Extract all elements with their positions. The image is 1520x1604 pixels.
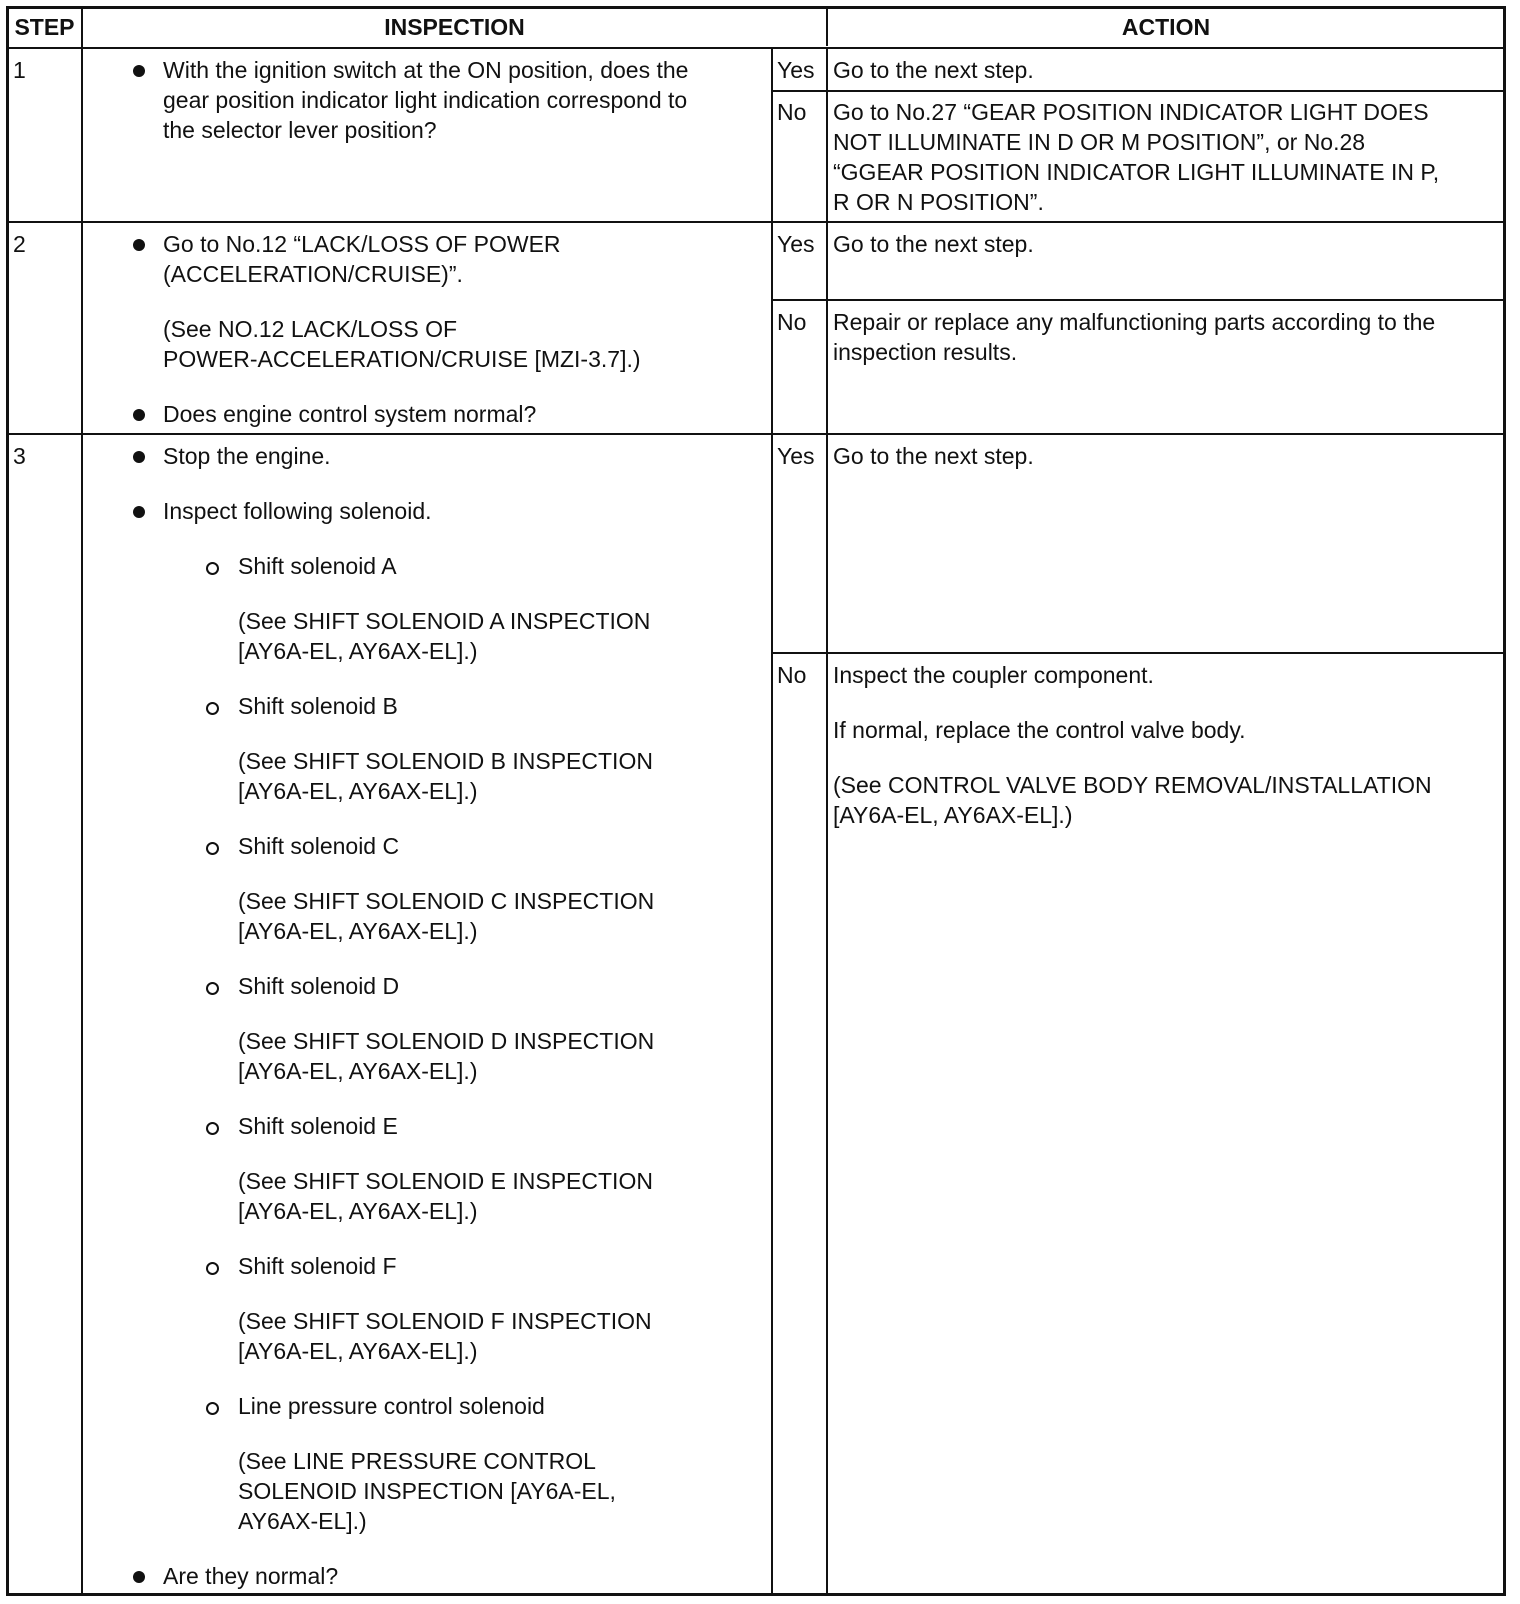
row-divider-step2 <box>8 433 1504 435</box>
solenoid-item-reference: [AY6A-EL, AY6AX-EL].) <box>238 778 478 804</box>
step-1-inspection-line: the selector lever position? <box>163 117 437 143</box>
step-2-inspection-line: (ACCELERATION/CRUISE)”. <box>163 261 463 287</box>
row-divider-step1-yes <box>771 90 1504 92</box>
step-1-yes-action: Go to the next step. <box>833 57 1034 83</box>
step-3-yes-label: Yes <box>777 443 815 469</box>
column-divider-step <box>81 8 83 1594</box>
column-divider-inspection <box>771 47 773 1594</box>
step-2-reference-line: POWER-ACCELERATION/CRUISE [MZI-3.7].) <box>163 346 641 372</box>
solenoid-item-reference: [AY6A-EL, AY6AX-EL].) <box>238 918 478 944</box>
step-3-number: 3 <box>13 443 26 469</box>
solenoid-item-reference: (See SHIFT SOLENOID D INSPECTION <box>238 1028 655 1054</box>
solenoid-item-reference: (See SHIFT SOLENOID C INSPECTION <box>238 888 655 914</box>
step-3-no-action-line: [AY6A-EL, AY6AX-EL].) <box>833 802 1073 828</box>
step-2-yes-action: Go to the next step. <box>833 231 1034 257</box>
solenoid-item-title: Shift solenoid F <box>238 1253 397 1279</box>
step-3-inspection-question: Are they normal? <box>163 1563 339 1589</box>
step-1-no-action-line: R OR N POSITION”. <box>833 189 1044 215</box>
header-action: ACTION <box>1121 14 1211 40</box>
step-2-yes-label: Yes <box>777 231 815 257</box>
sub-bullet-icon <box>206 1262 219 1275</box>
bullet-icon <box>133 65 145 77</box>
step-2-number: 2 <box>13 231 26 257</box>
step-1-no-action-line: NOT ILLUMINATE IN D OR M POSITION”, or No.28 <box>833 129 1366 155</box>
solenoid-item-title: Shift solenoid C <box>238 833 400 859</box>
bullet-icon <box>133 409 145 421</box>
step-1-number: 1 <box>13 57 26 83</box>
row-divider-step3-yes <box>771 652 1504 654</box>
step-2-inspection-line: Go to No.12 “LACK/LOSS OF POWER <box>163 231 561 257</box>
sub-bullet-icon <box>206 562 219 575</box>
step-3-no-label: No <box>777 662 807 688</box>
solenoid-item-reference: [AY6A-EL, AY6AX-EL].) <box>238 1058 478 1084</box>
bullet-icon <box>133 451 145 463</box>
step-3-inspection-line: Inspect following solenoid. <box>163 498 432 524</box>
solenoid-item-reference: (See SHIFT SOLENOID A INSPECTION <box>238 608 651 634</box>
solenoid-item-reference: (See LINE PRESSURE CONTROL <box>238 1448 596 1474</box>
solenoid-item-reference: [AY6A-EL, AY6AX-EL].) <box>238 638 478 664</box>
solenoid-item-reference: [AY6A-EL, AY6AX-EL].) <box>238 1338 478 1364</box>
step-2-no-label: No <box>777 309 807 335</box>
sub-bullet-icon <box>206 1122 219 1135</box>
solenoid-item-title: Shift solenoid A <box>238 553 397 579</box>
solenoid-item-reference: (See SHIFT SOLENOID E INSPECTION <box>238 1168 653 1194</box>
header-inspection: INSPECTION <box>384 14 525 40</box>
step-3-inspection-line: Stop the engine. <box>163 443 331 469</box>
solenoid-item-title: Shift solenoid B <box>238 693 398 719</box>
bullet-icon <box>133 506 145 518</box>
solenoid-item-title: Shift solenoid E <box>238 1113 398 1139</box>
step-1-inspection-line: With the ignition switch at the ON position, does the <box>163 57 689 83</box>
row-divider-step1 <box>8 221 1504 223</box>
solenoid-item-reference: (See SHIFT SOLENOID F INSPECTION <box>238 1308 652 1334</box>
bullet-icon <box>133 1571 145 1583</box>
solenoid-item-reference: (See SHIFT SOLENOID B INSPECTION <box>238 748 653 774</box>
header-step: STEP <box>14 14 75 40</box>
step-3-no-action-line: (See CONTROL VALVE BODY REMOVAL/INSTALLATION <box>833 772 1432 798</box>
sub-bullet-icon <box>206 702 219 715</box>
step-3-no-action-line: Inspect the coupler component. <box>833 662 1154 688</box>
step-2-inspection-question: Does engine control system normal? <box>163 401 537 427</box>
step-1-yes-label: Yes <box>777 57 815 83</box>
solenoid-item-reference: SOLENOID INSPECTION [AY6A-EL, <box>238 1478 616 1504</box>
solenoid-item-title: Shift solenoid D <box>238 973 400 999</box>
step-1-no-action-line: “GGEAR POSITION INDICATOR LIGHT ILLUMINATE IN P, <box>833 159 1440 185</box>
column-divider-yesno <box>826 47 828 1594</box>
bullet-icon <box>133 239 145 251</box>
step-1-inspection-line: gear position indicator light indication correspond to <box>163 87 688 113</box>
step-2-reference-line: (See NO.12 LACK/LOSS OF <box>163 316 458 342</box>
solenoid-item-reference: [AY6A-EL, AY6AX-EL].) <box>238 1198 478 1224</box>
step-3-no-action-line: If normal, replace the control valve body. <box>833 717 1246 743</box>
step-1-no-label: No <box>777 99 807 125</box>
row-divider-step2-yes <box>771 299 1504 301</box>
step-2-no-action-line: inspection results. <box>833 339 1018 365</box>
sub-bullet-icon <box>206 982 219 995</box>
step-2-no-action-line: Repair or replace any malfunctioning parts according to the <box>833 309 1436 335</box>
solenoid-item-reference: AY6AX-EL].) <box>238 1508 367 1534</box>
step-1-no-action-line: Go to No.27 “GEAR POSITION INDICATOR LIGHT DOES <box>833 99 1429 125</box>
solenoid-item-title: Line pressure control solenoid <box>238 1393 545 1419</box>
sub-bullet-icon <box>206 1402 219 1415</box>
step-3-yes-action: Go to the next step. <box>833 443 1034 469</box>
sub-bullet-icon <box>206 842 219 855</box>
row-divider-header <box>8 47 1504 49</box>
